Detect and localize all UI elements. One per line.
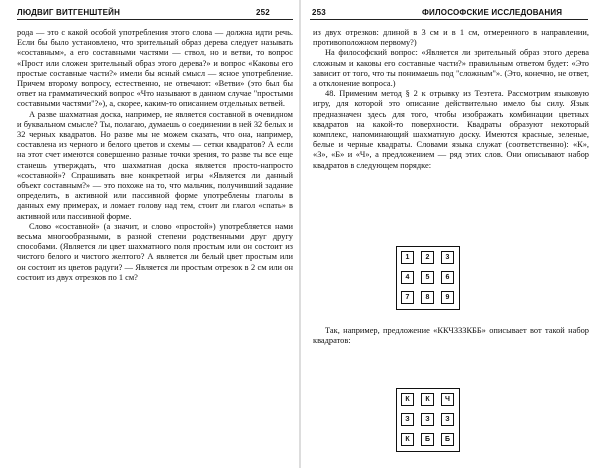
grid-cell (421, 271, 434, 284)
grid-cell (421, 291, 434, 304)
numbered-square-grid (396, 246, 460, 310)
grid-caption (313, 326, 589, 350)
right-running-head: ФИЛОСОФСКИЕ ИССЛЕДОВАНИЯ (422, 8, 563, 17)
paragraph: 48. Применим метод § 2 к отрывку из Теэтета. Рассмотрим языковую игру, для которой это описание действительно имело бы силу. Язык предназначен здесь для того, чтобы изображать комбинации цветных квадратов на какой-то поверхности. Квадраты образуют некоторый комплекс, напоминающий шахматную доску. Имеются красные, зеленые, белые и черные квадраты. Словами языка служат (соответственно): «К», «З», «Б» и «Ч», а предложением — ряд этих слов. Они описывают набор квадратов в следующем порядке: (313, 89, 589, 170)
cell-number: 8 (425, 294, 430, 301)
cell-letter: З (445, 416, 450, 423)
cell-letter: К (425, 396, 430, 403)
cell-number: 4 (405, 274, 410, 281)
paragraph: Так, например, предложение «ККЧЗЗЗКББ» описывает вот такой набор квадратов: (313, 326, 589, 346)
grid-cell (441, 433, 454, 446)
grid-cell (441, 413, 454, 426)
left-page-number: 252 (256, 8, 270, 17)
cell-letter: К (405, 436, 410, 443)
grid-cell (401, 271, 414, 284)
cell-letter: З (425, 416, 430, 423)
paragraph: На философский вопрос: «Является ли зрительный образ этого дерева сложным и каковы его составные части?» правильным ответом будет: «Это зависит от того, что ты понимаешь под "сложным"». (Это, конечно, не ответ, а отклонение вопроса.) (313, 48, 589, 89)
lettered-square-grid (396, 388, 460, 452)
grid-cell (401, 393, 414, 406)
cell-number: 2 (425, 254, 430, 261)
cell-number: 7 (405, 294, 410, 301)
cell-letter: К (405, 396, 410, 403)
right-header-rule (310, 19, 588, 20)
right-page (300, 0, 600, 468)
left-running-head: ЛЮДВИГ ВИТГЕНШТЕЙН (17, 8, 121, 17)
grid-cell (401, 433, 414, 446)
cell-number: 9 (445, 294, 450, 301)
grid-cell (441, 251, 454, 264)
paragraph: А разве шахматная доска, например, не является составной в очевидном и буквальном смысле? Ты, полагаю, думаешь о соединении в ней 32 белых и 32 черных квадратов. Но разве мы не можем сказать, что она, например, составлена из черного и белого цветов и схемы — сетки квадратов? А если на этот счет имеются совершенно разные точки зрения, то разве ты все еще станешь утверждать, что шахматная доска является просто-напросто «составной»? Спрашивать вне конкретной игры «Является ли данный объект составным?» — это похоже на то, что мальчик, получивший задание определить, в активной или пассивной форме употреблены глаголы в данных ему примерах, и ломает голову над тем, стоит ли глагол «спать» в активной или пассивной форме. (17, 109, 293, 221)
grid-cell (441, 271, 454, 284)
grid-cell (421, 433, 434, 446)
left-header-rule (17, 19, 293, 20)
cell-letter: Б (444, 436, 451, 443)
cell-letter: З (405, 416, 410, 423)
right-page-number: 253 (312, 8, 326, 17)
cell-number: 1 (405, 254, 410, 261)
right-body-text-top (313, 28, 589, 236)
cell-number: 3 (445, 254, 450, 261)
grid-cell (421, 413, 434, 426)
grid-cell (401, 413, 414, 426)
grid-cell (441, 393, 454, 406)
grid-cell (421, 251, 434, 264)
paragraph: Слово «составной» (а значит, и слово «простой») употребляется нами весьма многообразными, в разной степени родственными друг другу способами. (Является ли цвет шахматного поля простым или он состоит из чистого белого и чистого желтого? А является ли белый цвет простым или он состоит из цветов радуги? — Является ли простым отрезок в 2 см или он состоит из двух отрезков по 1 см? (17, 221, 293, 282)
cell-number: 6 (445, 274, 450, 281)
cell-number: 5 (425, 274, 430, 281)
paragraph: рода — это с какой особой употребления этого слова — должна идти речь. Если бы было установлено, что зрительный образ дерева следует называть «составным», а его составными частями — ствол, но и ветви, то вопрос «Прост или сложен зрительный образ этого дерева?» и вопрос «Каковы его простые составные части?» имели бы ясный смысл — ясное употребление. Причем второму вопросу, естественно, не отвечают: «Ветви» (это был бы ответ на грамматический вопрос «Что называют в данном случае "простыми составными частями"?»), а, скорее, каким-то описанием отдельных ветвей. (17, 28, 293, 109)
grid-cell (401, 291, 414, 304)
grid-cell (441, 291, 454, 304)
cell-letter: Б (424, 436, 431, 443)
cell-letter: Ч (445, 396, 450, 403)
grid-cell (421, 393, 434, 406)
left-body-text (17, 28, 293, 464)
paragraph: из двух отрезков: длиной в 3 см и в 1 см, отмеренного в направлении, противоположном первому?) (313, 28, 589, 48)
grid-cell (401, 251, 414, 264)
